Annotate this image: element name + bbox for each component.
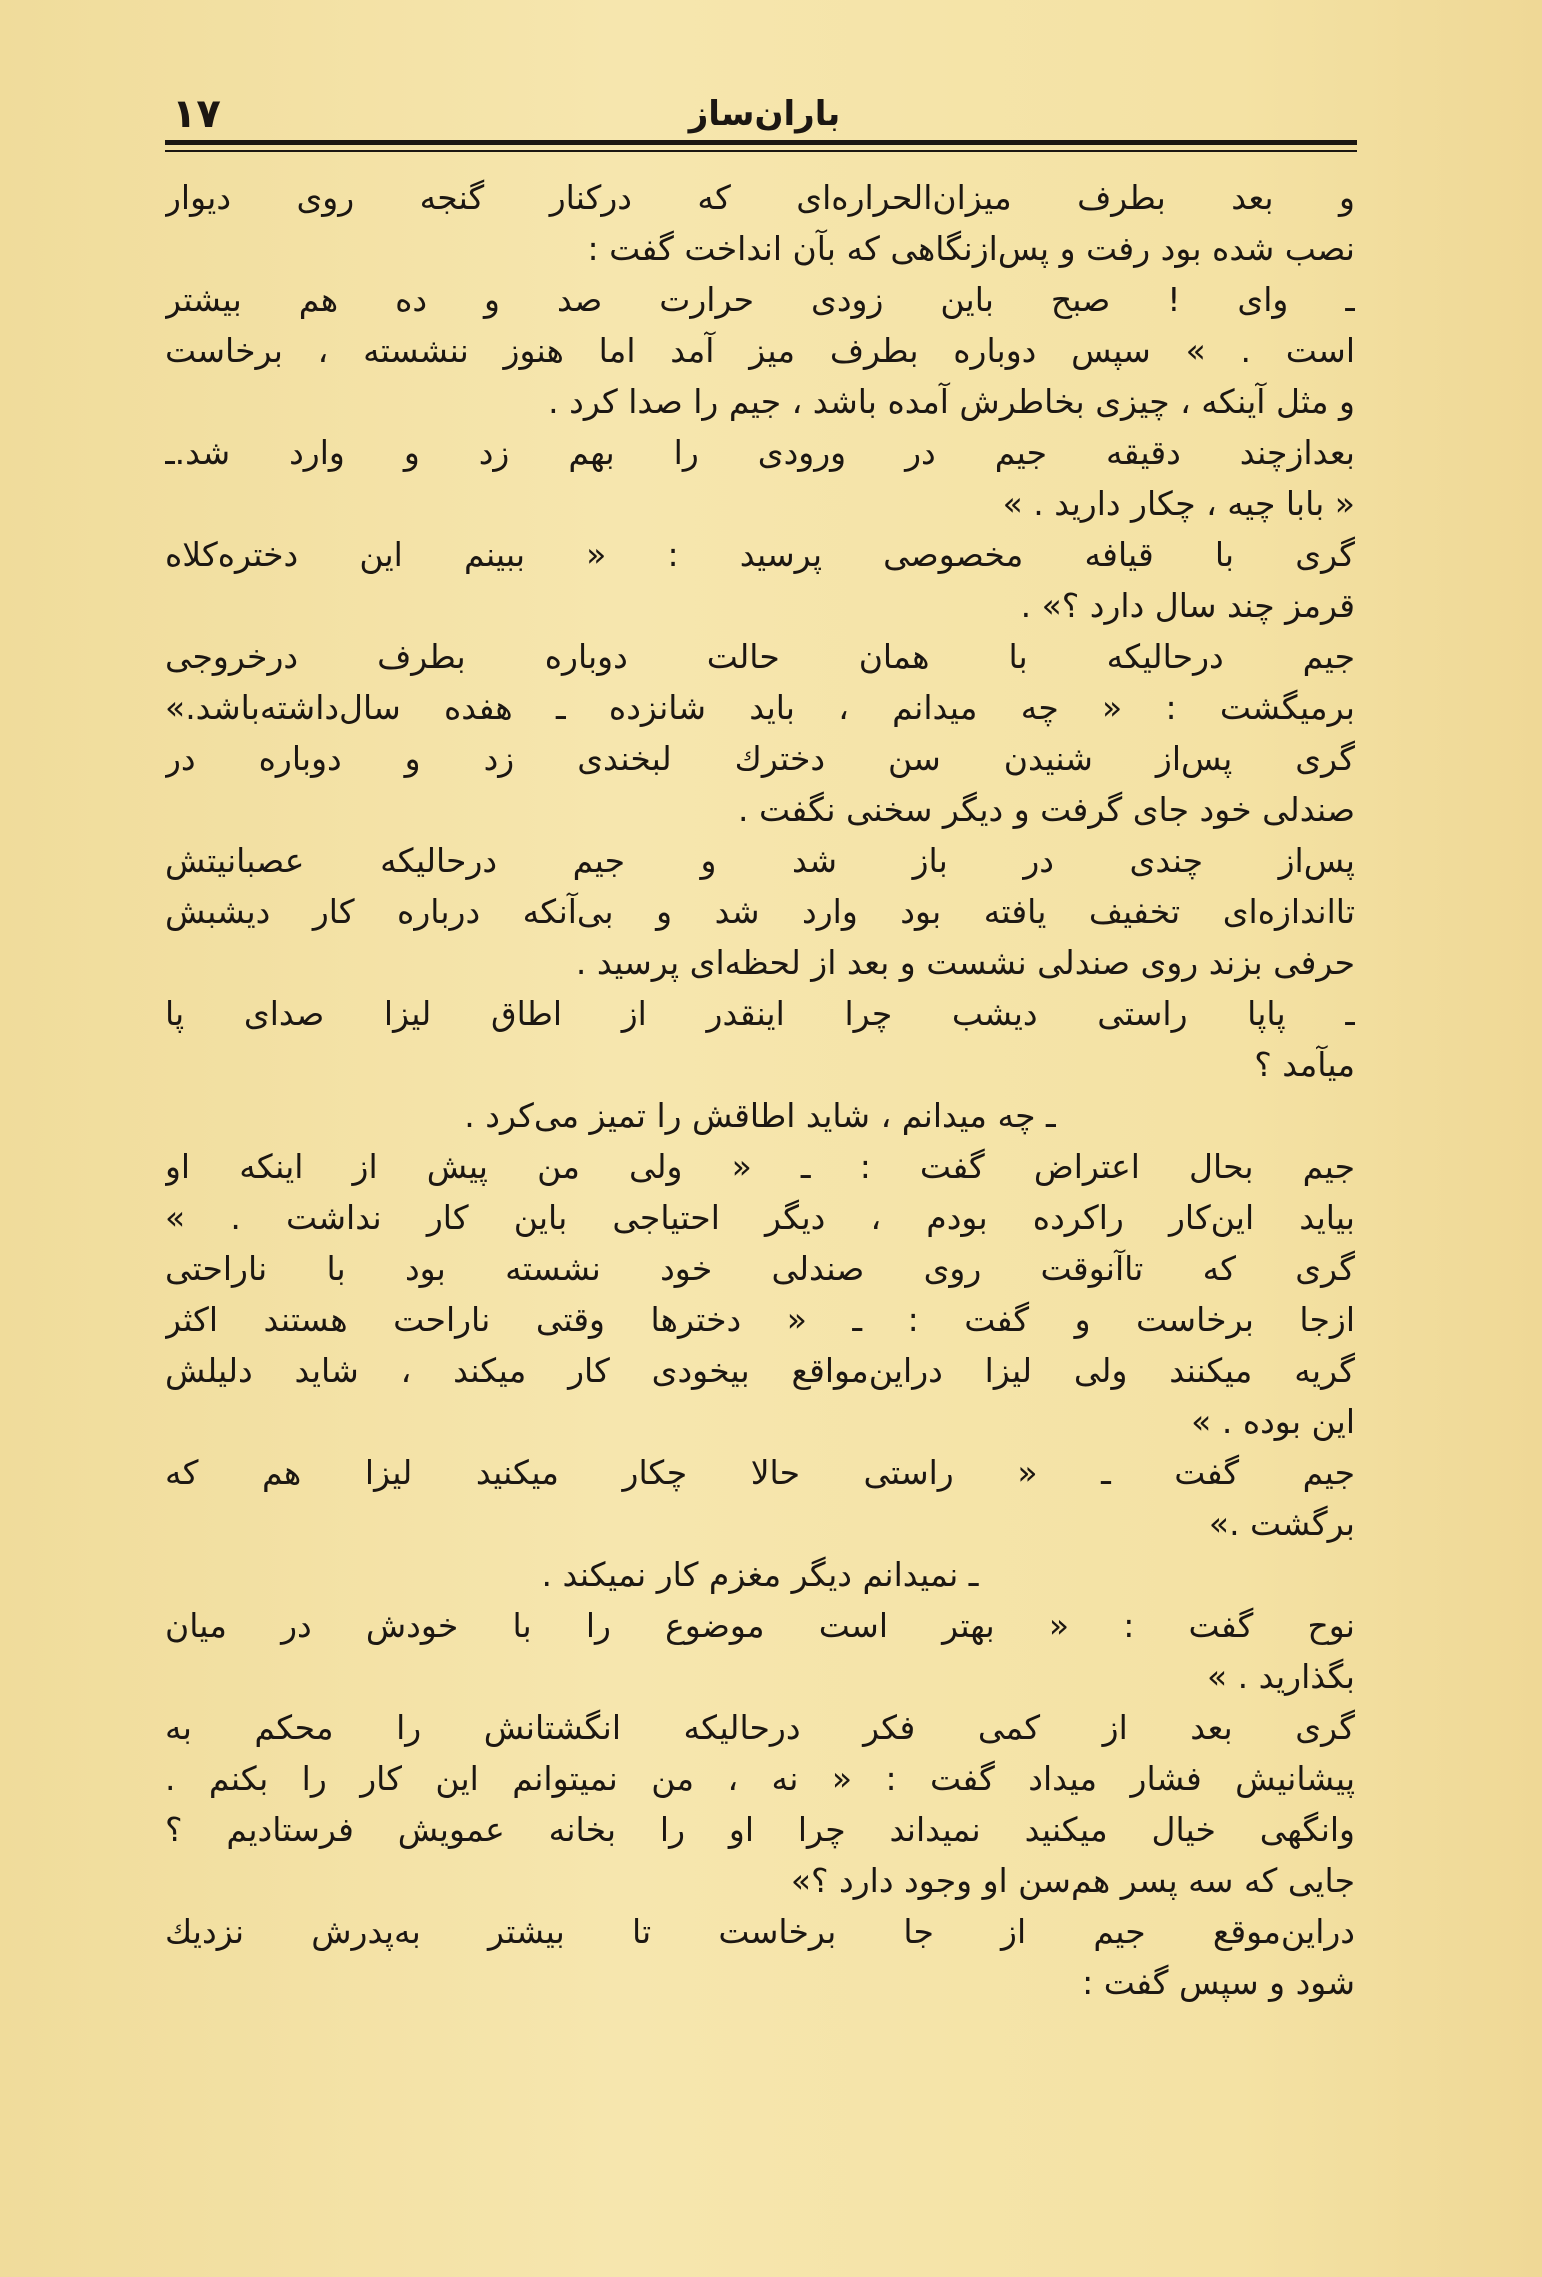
text-line: این بوده . » — [1191, 1402, 1355, 1441]
text-line: صندلی خود جای گرفت و دیگر سخنی نگفت . — [738, 790, 1355, 829]
text-line: شود و سپس گفت : — [1082, 1963, 1355, 2002]
text-line: « بابا چیه ، چکار دارید . » — [1002, 484, 1355, 523]
text-line: نوح گفت : « بهتر است موضوع را با خودش در میان — [165, 1606, 1355, 1645]
text-line: پس‌از چندی در باز شد و جیم درحالیکه عصبانیتش — [165, 841, 1355, 880]
running-title: باران‌ساز — [688, 94, 841, 134]
text-line: گری با قیافه مخصوصی پرسید : « ببینم این دختره‌کلاه — [165, 535, 1355, 574]
body-text — [165, 172, 1355, 2008]
text-line: قرمز چند سال دارد ؟» . — [1020, 586, 1355, 625]
header-rule-thick — [165, 140, 1357, 145]
text-line: ـ وای ! صبح باین زودی حرارت صد و ده هم بیشتر — [165, 280, 1355, 319]
text-line: گری پس‌از شنیدن سن دخترك لبخندی زد و دوباره در — [165, 739, 1355, 778]
page-number: ۱۷ — [172, 91, 221, 137]
text-line: برمیگشت : « چه میدانم ، باید شانزده ـ هفده سال‌داشته‌باشد.» — [165, 688, 1355, 727]
text-line: است . » سپس دوباره بطرف میز آمد اما هنوز ننشسته ، برخاست — [165, 331, 1355, 370]
text-line: حرفی بزند روی صندلی نشست و بعد از لحظه‌ای پرسید . — [575, 943, 1355, 982]
text-line: ـ نمیدانم دیگر مغزم کار نمیکند . — [541, 1555, 979, 1594]
text-line: جیم گفت ـ « راستی حالا چکار میکنید لیزا هم که — [165, 1453, 1355, 1492]
text-line: بیاید این‌کار راکرده بودم ، دیگر احتیاجی باین کار نداشت . » — [165, 1198, 1355, 1237]
header-rule-thin — [165, 150, 1357, 152]
text-line: و مثل آینکه ، چیزی بخاطرش آمده باشد ، جیم را صدا کرد . — [548, 382, 1355, 421]
text-line: میآمد ؟ — [1254, 1045, 1355, 1084]
text-line: ازجا برخاست و گفت : ـ « دخترها وقتی ناراحت هستند اکثر — [165, 1300, 1355, 1339]
text-line: و بعد بطرف میزان‌الحراره‌ای که درکنار گنجه روی دیوار — [165, 178, 1355, 217]
text-line: دراین‌موقع جیم از جا برخاست تا بیشتر به‌پدرش نزدیك — [165, 1912, 1355, 1951]
text-line: ـ پاپا راستی دیشب چرا اینقدر از اطاق لیزا صدای پا — [165, 994, 1355, 1033]
text-line: پیشانیش فشار میداد گفت : « نه ، من نمیتوانم این کار را بکنم . — [165, 1759, 1355, 1798]
text-line: بعدازچند دقیقه جیم در ورودی را بهم زد و وارد شد.ـ — [165, 433, 1355, 472]
text-line: بگذارید . » — [1206, 1657, 1355, 1696]
text-line: برگشت .» — [1208, 1504, 1355, 1543]
page-header — [172, 92, 1357, 136]
text-line: جیم بحال اعتراض گفت : ـ « ولی من پیش از اینکه او — [165, 1147, 1355, 1186]
text-line: ـ چه میدانم ، شاید اطاقش را تمیز می‌کرد . — [464, 1096, 1056, 1135]
text-line: جایی که سه پسر هم‌سن او وجود دارد ؟» — [790, 1861, 1355, 1900]
text-line: گریه میکنند ولی لیزا دراین‌مواقع بیخودی کار میکند ، شاید دلیلش — [165, 1351, 1355, 1390]
text-line: گری که تاآنوقت روی صندلی خود نشسته بود با ناراحتی — [165, 1249, 1355, 1288]
text-line: گری بعد از کمی فکر درحالیکه انگشتانش را محکم به — [165, 1708, 1355, 1747]
text-line: وانگهی خیال میکنید نمیداند چرا او را بخانه عمویش فرستادیم ؟ — [165, 1810, 1355, 1849]
text-line: تااندازه‌ای تخفیف یافته بود وارد شد و بی‌آنکه درباره کار دیشبش — [165, 892, 1355, 931]
text-line: نصب شده بود رفت و پس‌ازنگاهی که بآن انداخت گفت : — [587, 229, 1355, 268]
text-line: جیم درحالیکه با همان حالت دوباره بطرف درخروجی — [165, 637, 1355, 676]
